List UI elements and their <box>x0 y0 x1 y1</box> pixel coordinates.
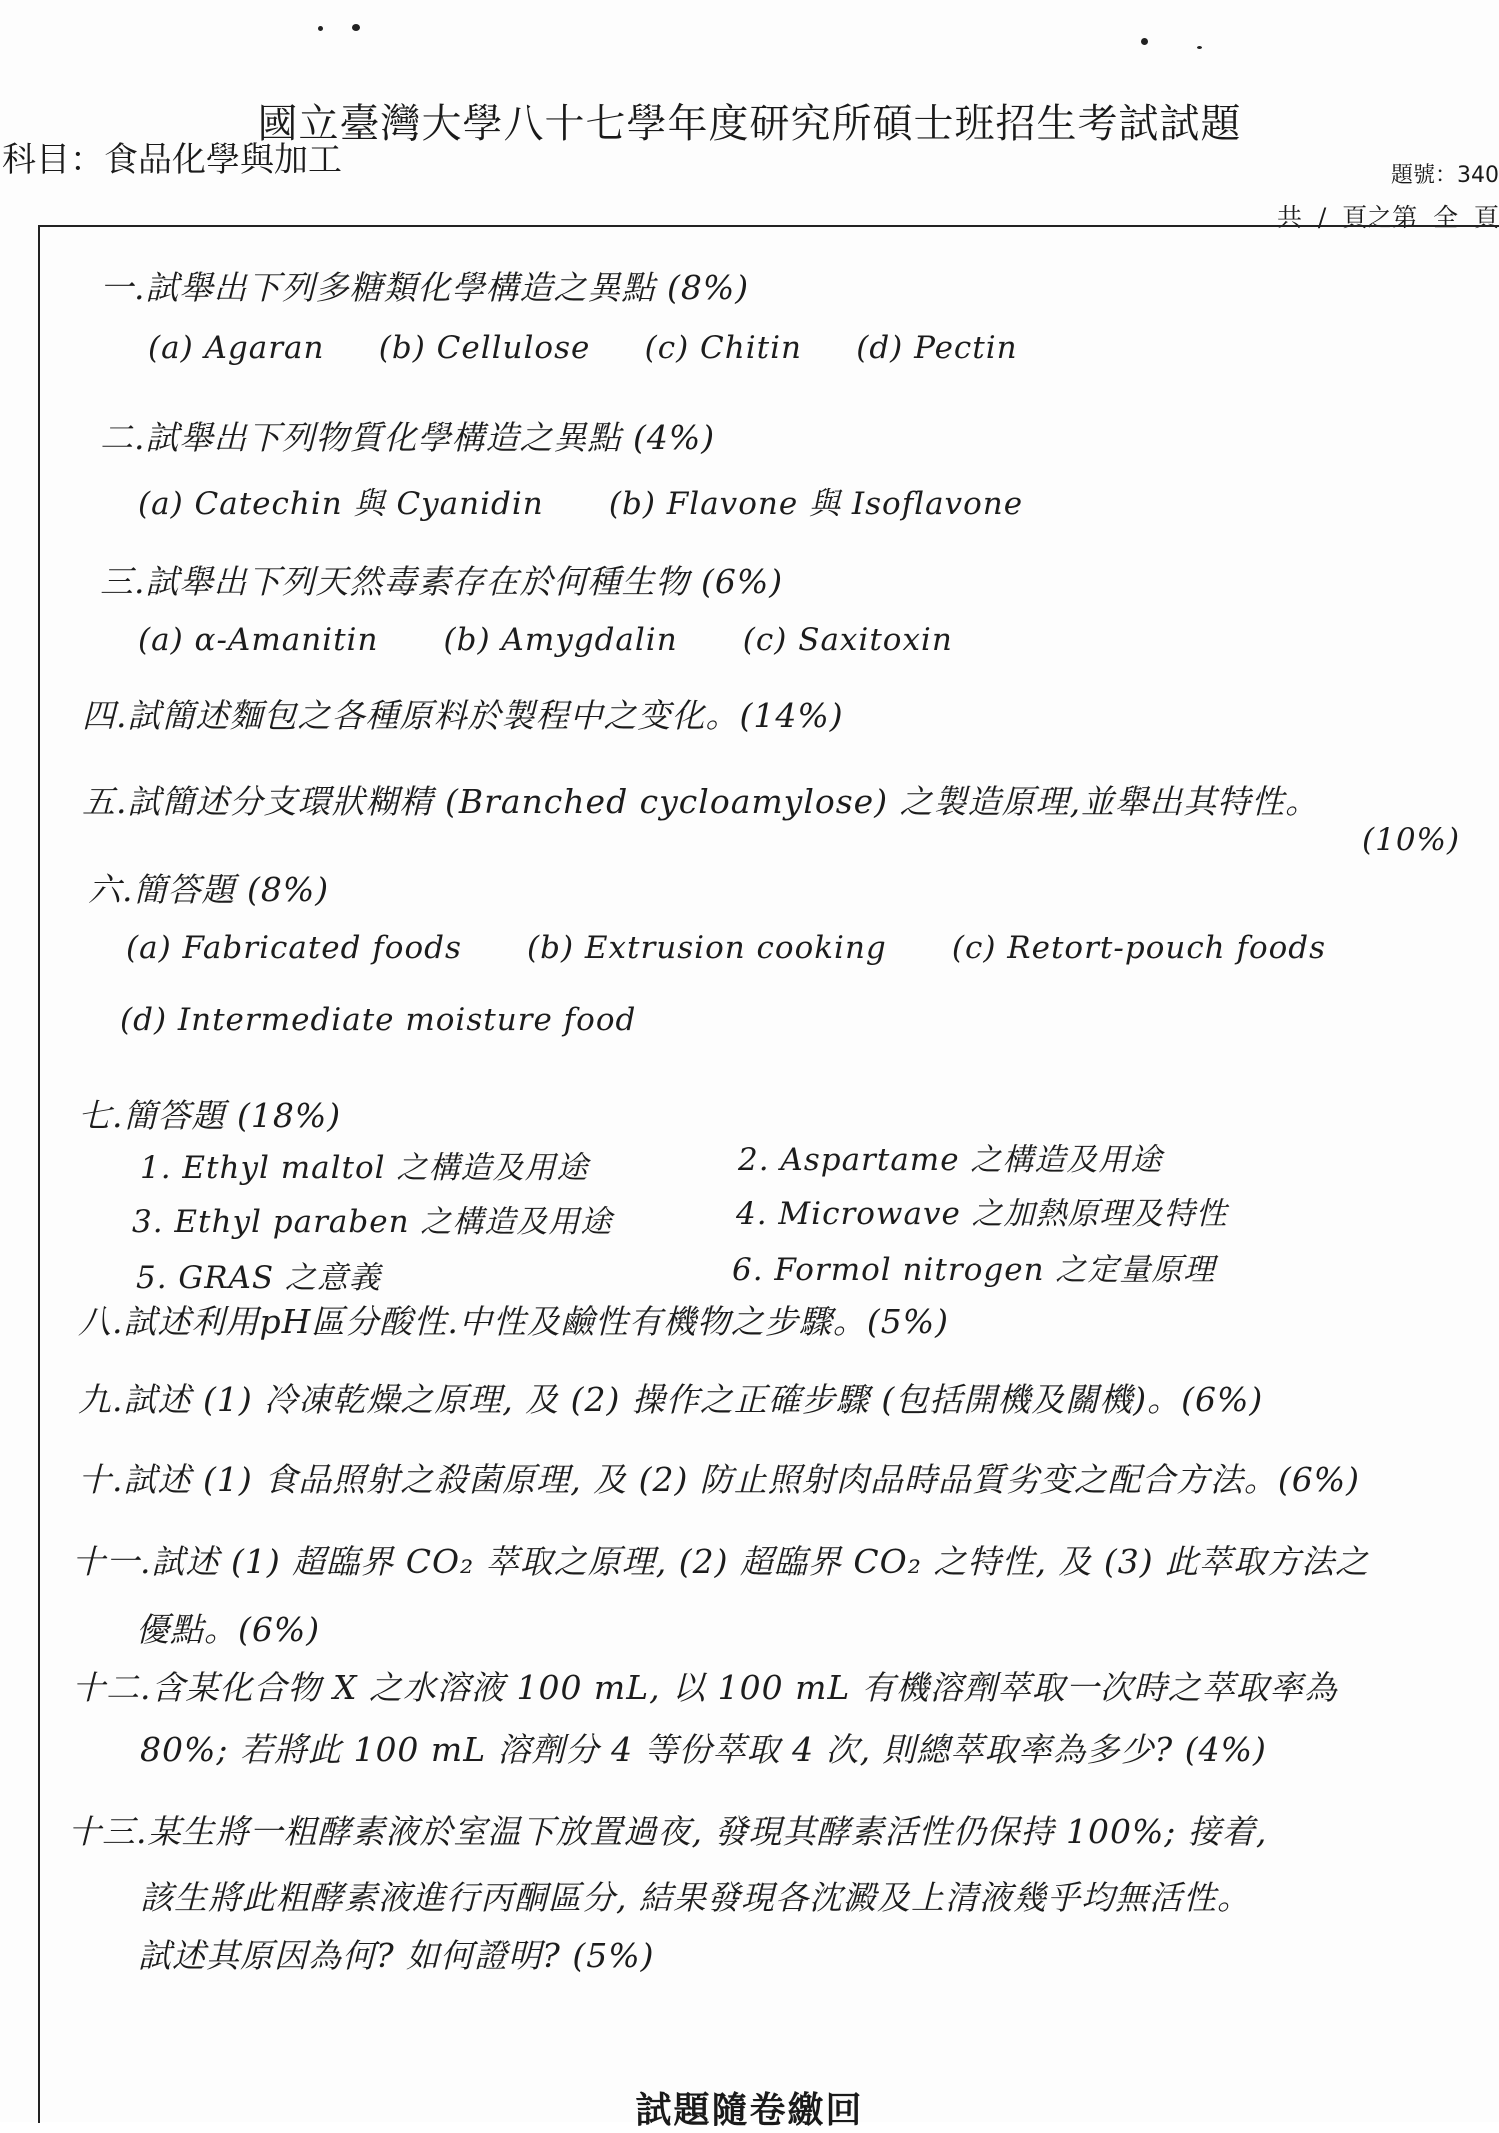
pagination: 共 / 頁之第 全 頁 <box>1277 203 1499 232</box>
question-11-line-2: 優點。(6%) <box>136 1610 321 1649</box>
question-6-items-row2: (d) Intermediate moisture food <box>120 1002 637 1038</box>
exam-subject: 科目：食品化學與加工 <box>2 140 342 180</box>
question-7-item-4: 4. Microwave 之加熱原理及特性 <box>736 1196 1228 1232</box>
question-7-item-6: 6. Formol nitrogen 之定量原理 <box>732 1252 1216 1288</box>
scan-speck <box>352 24 360 31</box>
question-12-line-2: 80%; 若將此 100 mL 溶劑分 4 等份萃取 4 次, 則總萃取率為多少? (4%) <box>140 1730 1267 1769</box>
question-12-line-1: 十二.含某化合物 X 之水溶液 100 mL, 以 100 mL 有機溶劑萃取一次時之萃取率為 <box>72 1668 1338 1707</box>
question-13-line-3: 試述其原因為何? 如何證明? (5%) <box>138 1936 655 1975</box>
question-5: 五.試簡述分支環狀糊精 (Branched cycloamylose) 之製造原理,並舉出其特性。 <box>82 782 1320 821</box>
question-6-items-row1: (a) Fabricated foods (b) Extrusion cooking (c) Retort-pouch foods <box>126 930 1327 966</box>
question-11-line-1: 十一.試述 (1) 超臨界 CO₂ 萃取之原理, (2) 超臨界 CO₂ 之特性, 及 (3) 此萃取方法之 <box>72 1542 1370 1581</box>
question-1-heading: 一.試舉出下列多糖類化學構造之異點 (8%) <box>100 268 750 307</box>
scan-speck <box>318 26 323 31</box>
question-number: 題號：340 <box>1391 163 1499 188</box>
question-6-heading: 六.簡答題 (8%) <box>88 870 330 909</box>
question-13-line-1: 十三.某生將一粗酵素液於室温下放置過夜, 發現其酵素活性仍保持 100%; 接着, <box>68 1812 1268 1851</box>
question-10: 十.試述 (1) 食品照射之殺菌原理, 及 (2) 防止照射肉品時品質劣变之配合方法。(6%) <box>78 1460 1361 1499</box>
scan-speck <box>1197 46 1202 49</box>
question-9: 九.試述 (1) 冷凍乾燥之原理, 及 (2) 操作之正確步驟 (包括開機及關機)。(6%) <box>78 1380 1264 1419</box>
question-7-heading: 七.簡答題 (18%) <box>78 1096 342 1135</box>
question-1-items: (a) Agaran (b) Cellulose (c) Chitin (d) Pectin <box>148 330 1018 366</box>
question-5-points: (10%) <box>1362 822 1461 858</box>
question-2-items: (a) Catechin 與 Cyanidin (b) Flavone 與 Isoflavone <box>138 486 1024 522</box>
question-7-item-3: 3. Ethyl paraben 之構造及用途 <box>132 1204 613 1240</box>
question-4: 四.試簡述麵包之各種原料於製程中之变化。(14%) <box>82 696 844 735</box>
exam-footer: 試題隨卷繳回 <box>635 2089 864 2131</box>
question-2-heading: 二.試舉出下列物質化學構造之異點 (4%) <box>100 418 716 457</box>
question-8: 八.試述利用pH區分酸性.中性及鹼性有機物之步驟。(5%) <box>78 1302 949 1341</box>
question-7-item-1: 1. Ethyl maltol 之構造及用途 <box>140 1150 589 1186</box>
question-3-heading: 三.試舉出下列天然毒素存在於何種生物 (6%) <box>100 562 784 601</box>
university-title: 國立臺灣大學八十七學年度研究所碩士班招生考試試題 <box>257 101 1242 147</box>
question-13-line-2: 該生將此粗酵素液進行丙酮區分, 結果發現各沈澱及上清液幾乎均無活性。 <box>140 1878 1251 1917</box>
question-7-item-2: 2. Aspartame 之構造及用途 <box>738 1142 1163 1178</box>
scan-speck <box>1141 38 1148 45</box>
question-7-item-5: 5. GRAS 之意義 <box>136 1260 382 1296</box>
question-3-items: (a) α-Amanitin (b) Amygdalin (c) Saxitoxin <box>138 622 953 658</box>
